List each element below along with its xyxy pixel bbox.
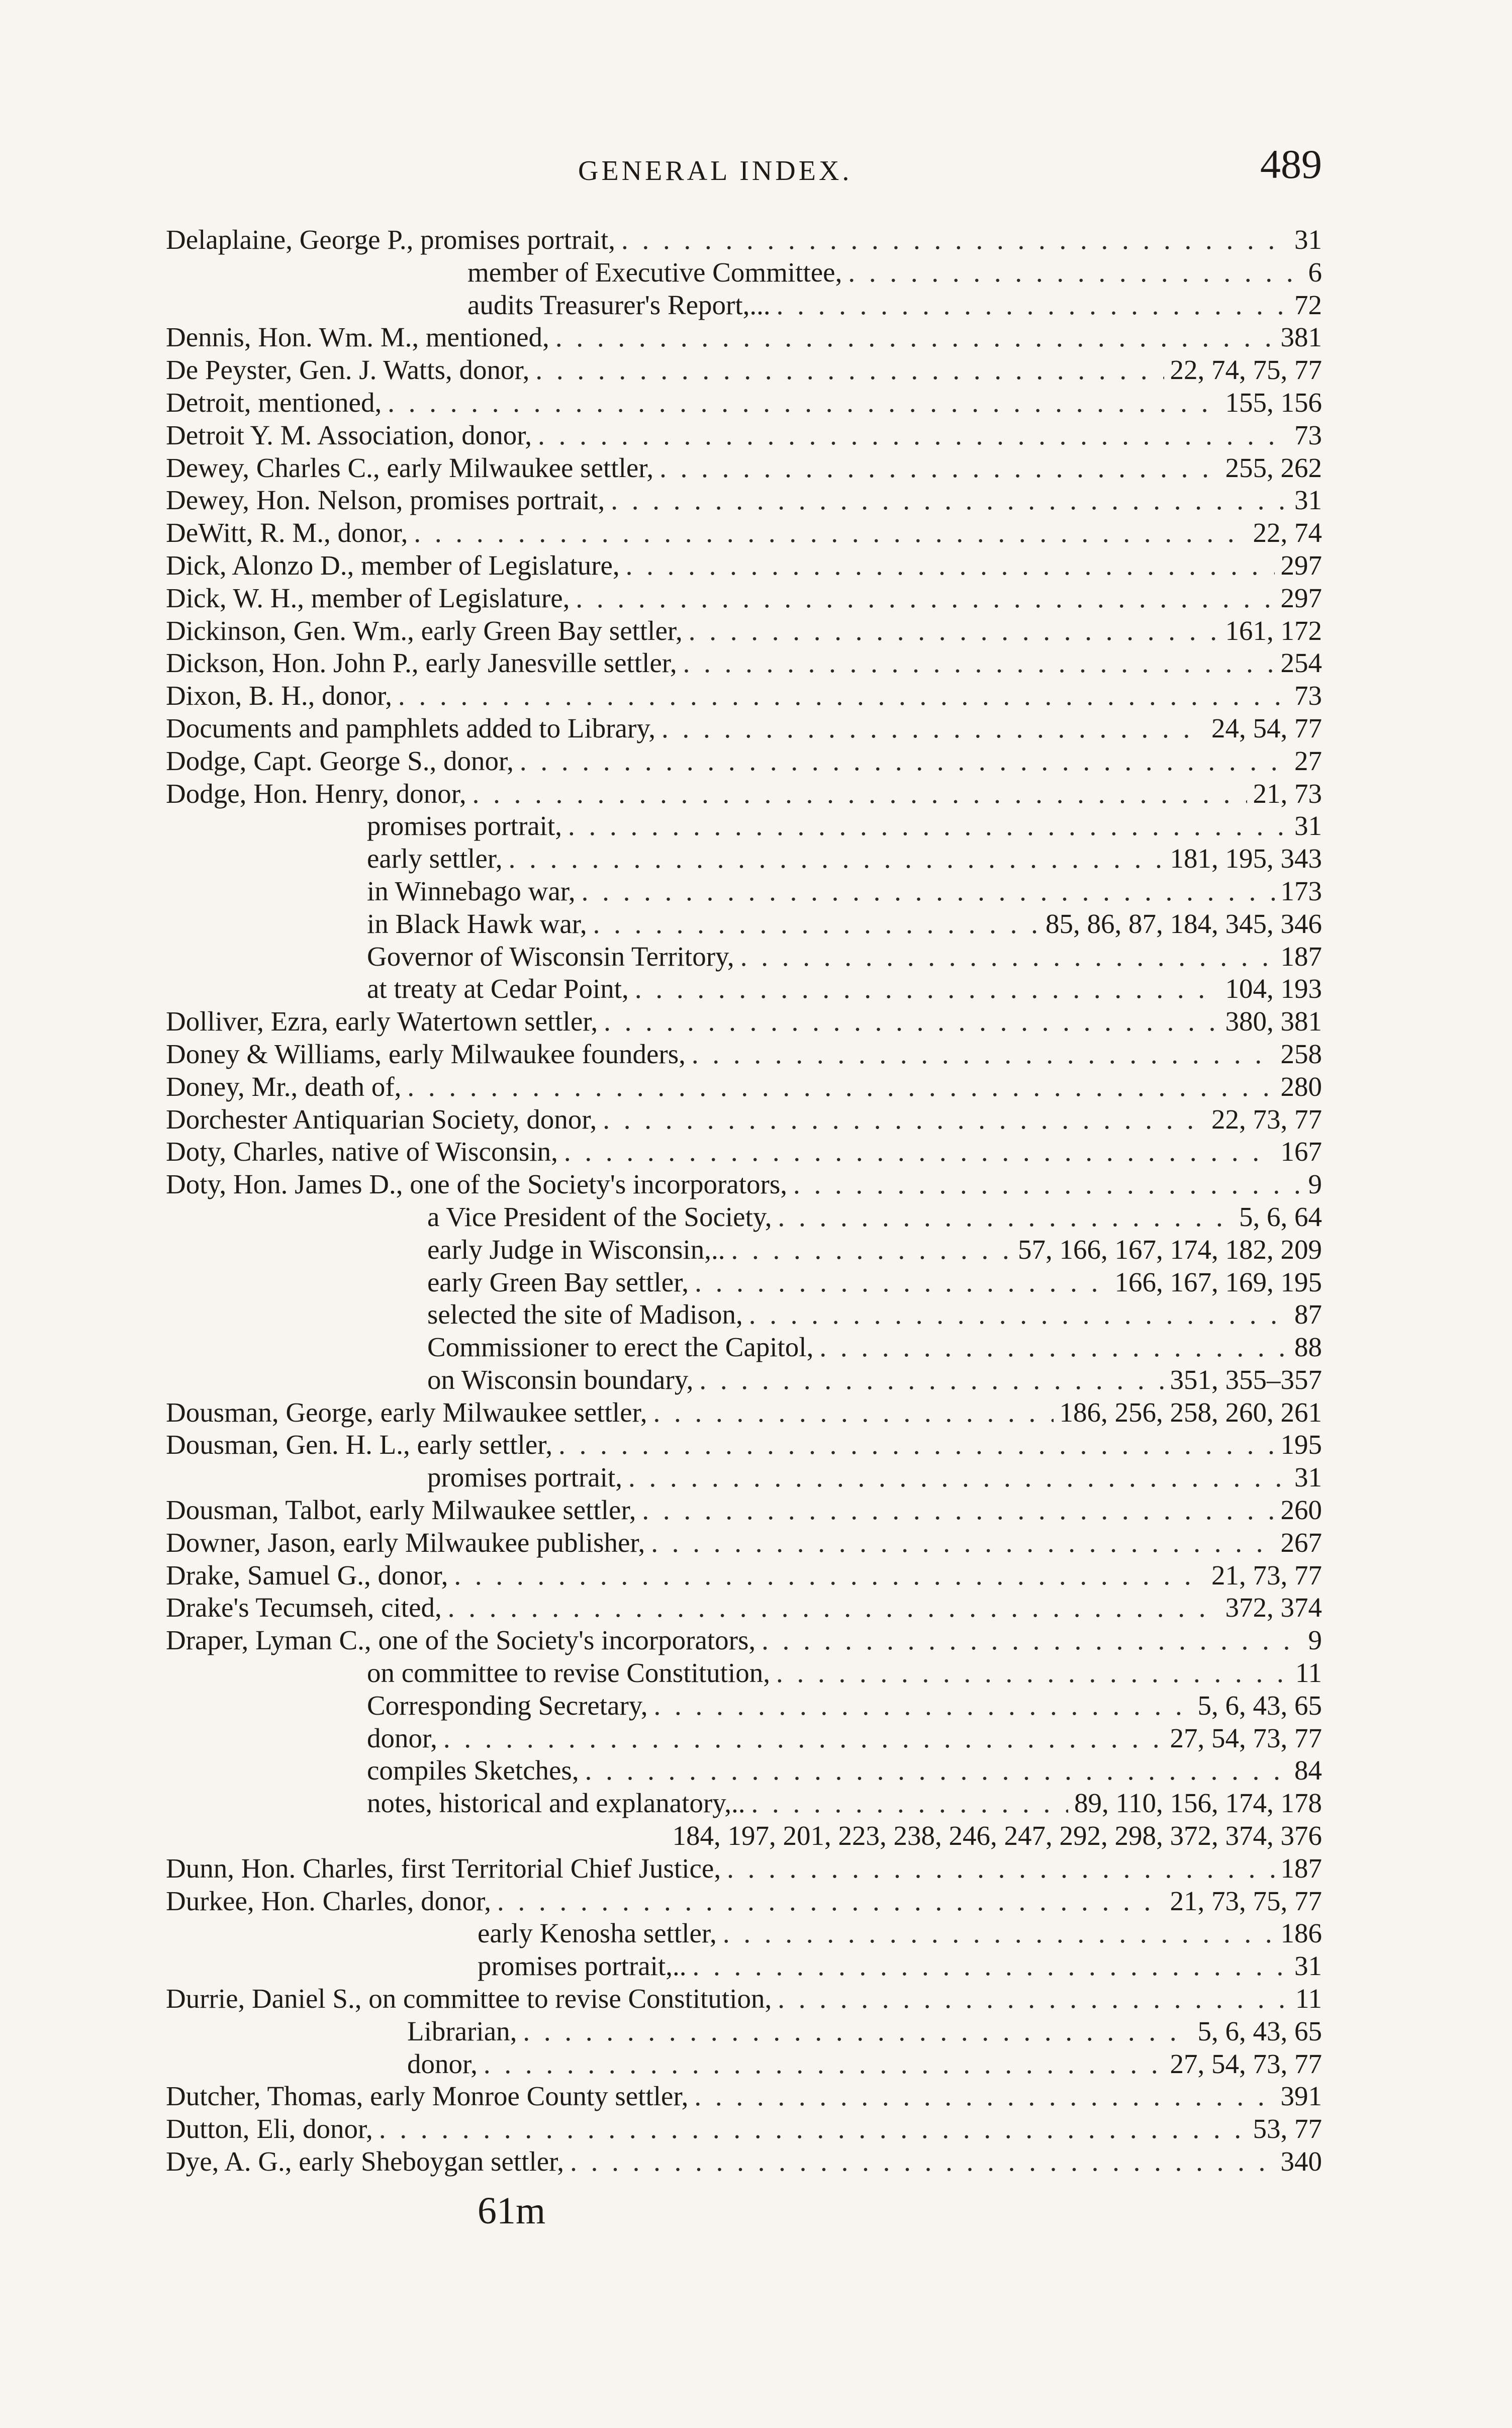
index-entry [166,289,1322,322]
index-entry [166,354,1322,387]
dot-leader [749,1298,1288,1331]
dot-leader [564,1136,1275,1168]
dot-leader [778,1983,1289,2015]
index-entry [166,908,1322,941]
index-entry [166,1429,1322,1461]
index-entry [166,1136,1322,1168]
entry-page-refs: 186, 256, 258, 260, 261 [1059,1396,1322,1428]
dot-leader [848,256,1302,289]
entry-page-refs: 87 [1294,1299,1322,1330]
entry-page-refs: 260 [1280,1495,1322,1526]
index-entry [166,1266,1322,1299]
entry-page-refs: 166, 167, 169, 195 [1114,1266,1322,1297]
entry-text: Dewey, Hon. Nelson, promises portrait, [166,485,605,516]
index-entry [166,1396,1322,1429]
index-entry [166,712,1322,745]
index-entry [166,2080,1322,2113]
entry-text: compiles Sketches, [367,1755,579,1786]
entry-page-refs: 258 [1280,1038,1322,1069]
entry-page-refs: 104, 193 [1225,973,1322,1004]
entry-page-refs: 72 [1294,289,1322,320]
index-entry [166,1917,1322,1950]
entry-text: at treaty at Cedar Point, [367,973,629,1004]
index-entry [166,2145,1322,2178]
entry-text: Drake's Tecumseh, cited, [166,1592,442,1623]
dot-leader [593,908,1040,941]
entry-page-refs: 88 [1294,1332,1322,1363]
index-entry [166,517,1322,549]
entry-page-refs: 297 [1280,582,1322,613]
index-list [166,224,1322,2178]
index-entry [166,1168,1322,1201]
entry-page-refs: 31 [1294,485,1322,516]
dot-leader [454,1559,1205,1592]
dot-leader [604,1005,1219,1038]
entry-page-refs: 186 [1280,1918,1322,1949]
dot-leader [751,1787,1068,1820]
dot-leader [642,1494,1274,1527]
dot-leader [407,1071,1274,1103]
entry-text: Librarian, [407,2015,517,2046]
dot-leader [662,712,1205,745]
entry-page-refs: 89, 110, 156, 174, 178 [1074,1788,1322,1819]
entry-text: early Kenosha settler, [478,1918,717,1949]
index-entry [166,1364,1322,1396]
entry-page-refs: 73 [1294,419,1322,450]
entry-page-refs: 181, 195, 343 [1170,843,1322,874]
index-entry [166,419,1322,452]
index-entry [166,1983,1322,2015]
running-title: GENERAL INDEX. [578,155,853,186]
entry-page-refs: 173 [1280,875,1322,906]
entry-page-refs: 53, 77 [1253,2113,1322,2144]
entry-page-refs: 391 [1280,2081,1322,2112]
entry-text: Corresponding Secretary, [367,1690,648,1721]
entry-text: notes, historical and explanatory,.. [367,1788,745,1819]
entry-page-refs: 11 [1295,1983,1322,2014]
entry-text: Dick, W. H., member of Legislature, [166,582,570,613]
dot-leader [654,1690,1192,1722]
dot-leader [819,1331,1288,1364]
index-entry [166,1071,1322,1103]
dot-leader [568,810,1288,843]
index-entry [166,973,1322,1005]
entry-text: Durrie, Daniel S., on committee to revise Constitution, [166,1983,772,2014]
index-entry [166,810,1322,843]
entry-text: Downer, Jason, early Milwaukee publisher, [166,1527,645,1558]
entry-text: Dennis, Hon. Wm. M., mentioned, [166,322,549,353]
dot-leader [379,2113,1247,2145]
dot-leader [570,2145,1274,2178]
dot-leader [659,452,1219,485]
entry-page-refs: 187 [1280,941,1322,972]
entry-text: Dousman, George, early Milwaukee settler, [166,1396,647,1428]
entry-text: promises portrait,.. [478,1950,687,1982]
signature-mark: 61m [478,2190,546,2232]
dot-leader [555,321,1275,354]
entry-page-refs: 21, 73, 75, 77 [1170,1885,1322,1916]
index-entry [166,843,1322,875]
entry-text: Dutcher, Thomas, early Monroe County settler, [166,2081,689,2112]
index-entry [166,2048,1322,2081]
index-entry [166,1527,1322,1559]
entry-page-refs: 24, 54, 77 [1211,712,1322,743]
entry-page-refs: 340 [1280,2146,1322,2177]
entry-page-refs: 297 [1280,549,1322,581]
entry-text: Dixon, B. H., donor, [166,680,393,711]
dot-leader [585,1754,1288,1787]
index-entry [166,387,1322,419]
dot-leader [762,1624,1302,1657]
entry-page-refs: 27, 54, 73, 77 [1170,2048,1322,2079]
index-entry [166,452,1322,485]
dot-leader [520,745,1288,778]
entry-text: Dickinson, Gen. Wm., early Green Bay settler, [166,615,683,646]
entry-text: Dolliver, Ezra, early Watertown settler, [166,1006,598,1037]
entry-text: Dunn, Hon. Charles, first Territorial Chief Justice, [166,1852,721,1884]
dot-leader [731,1234,1012,1266]
dot-leader [683,647,1275,680]
dot-leader [448,1592,1219,1624]
entry-text: Doney & Williams, early Milwaukee founders, [166,1038,686,1069]
entry-page-refs: 184, 197, 201, 223, 238, 246, 247, 292, 298, 372, 374, 376 [672,1820,1322,1851]
entry-page-refs: 280 [1280,1071,1322,1102]
entry-page-refs: 27 [1294,745,1322,776]
dot-leader [777,289,1288,322]
entry-text: on committee to revise Constitution, [367,1657,770,1689]
entry-page-refs: 187 [1280,1852,1322,1884]
entry-page-refs: 195 [1280,1429,1322,1460]
entry-page-refs: 155, 156 [1225,387,1322,418]
index-entry [166,1722,1322,1755]
entry-page-refs: 6 [1308,256,1322,288]
dot-leader [653,1396,1053,1429]
entry-page-refs: 372, 374 [1225,1592,1322,1623]
entry-page-refs: 57, 166, 167, 174, 182, 209 [1018,1234,1322,1265]
entry-page-refs: 22, 74 [1253,517,1322,548]
dot-leader [497,1885,1164,1918]
index-entry [166,1234,1322,1266]
entry-text: Detroit, mentioned, [166,387,382,418]
dot-leader [699,1364,1164,1396]
index-entry [166,1624,1322,1657]
dot-leader [472,778,1247,810]
dot-leader [776,1657,1289,1690]
dot-leader [414,517,1247,549]
dot-leader [727,1852,1274,1885]
dot-leader [793,1168,1302,1201]
entry-page-refs: 9 [1308,1169,1322,1200]
entry-text: Doney, Mr., death of, [166,1071,402,1102]
entry-page-refs: 21, 73, 77 [1211,1559,1322,1591]
dot-leader [484,2048,1164,2081]
entry-page-refs: 267 [1280,1527,1322,1558]
dot-leader [651,1527,1274,1559]
entry-page-refs: 380, 381 [1225,1006,1322,1037]
index-entry [166,1690,1322,1722]
index-entry [166,1950,1322,1983]
dot-leader [689,615,1219,647]
entry-text: in Black Hawk war, [367,908,587,939]
entry-text: Delaplaine, George P., promises portrait, [166,224,616,255]
entry-text: donor, [407,2048,478,2079]
dot-leader [626,549,1275,582]
entry-page-refs: 9 [1308,1625,1322,1656]
entry-text: Dick, Alonzo D., member of Legislature, [166,549,620,581]
entry-text: Dousman, Gen. H. L., early settler, [166,1429,553,1460]
index-entry [166,1754,1322,1787]
entry-text: promises portrait, [427,1462,622,1493]
index-entry [166,1331,1322,1364]
entry-page-refs: 31 [1294,224,1322,255]
dot-leader [388,387,1219,419]
entry-page-refs: 31 [1294,810,1322,842]
entry-page-refs: 5, 6, 43, 65 [1197,1690,1322,1721]
entry-text: member of Executive Committee, [467,256,842,288]
index-entry [166,1038,1322,1071]
entry-text: Doty, Charles, native of Wisconsin, [166,1136,558,1167]
entry-text: early Judge in Wisconsin,.. [427,1234,725,1265]
index-entry [166,745,1322,778]
index-entry [166,256,1322,289]
entry-page-refs: 5, 6, 64 [1239,1201,1322,1232]
entry-page-refs: 73 [1294,680,1322,711]
dot-leader [628,1461,1288,1494]
entry-page-refs: 85, 86, 87, 184, 345, 346 [1046,908,1322,939]
entry-text: Draper, Lyman C., one of the Society's incorporators, [166,1625,756,1656]
entry-text: donor, [367,1722,437,1753]
entry-page-refs: 11 [1295,1657,1322,1689]
entry-text: early Green Bay settler, [427,1266,689,1297]
index-entry [166,1298,1322,1331]
dot-leader [611,484,1288,517]
entry-page-refs: 381 [1280,322,1322,353]
entry-text: De Peyster, Gen. J. Watts, donor, [166,354,530,386]
dot-leader [535,354,1164,387]
index-entry [166,1820,1322,1852]
index-entry [166,1592,1322,1624]
dot-leader [740,941,1275,973]
entry-text: DeWitt, R. M., donor, [166,517,408,548]
entry-page-refs: 31 [1294,1950,1322,1982]
entry-text: Commissioner to erect the Capitol, [427,1332,814,1363]
dot-leader [582,875,1275,908]
index-entry [166,1885,1322,1918]
dot-leader [778,1201,1233,1234]
entry-page-refs: 5, 6, 43, 65 [1197,2015,1322,2046]
index-entry [166,2015,1322,2048]
entry-text: Dodge, Hon. Henry, donor, [166,778,466,809]
index-entry [166,1852,1322,1885]
entry-text: Dodge, Capt. George S., donor, [166,745,514,776]
entry-text: early settler, [367,843,503,874]
index-entry [166,1494,1322,1527]
dot-leader [695,1266,1108,1299]
entry-text: Dousman, Talbot, early Milwaukee settler, [166,1495,636,1526]
dot-leader [621,224,1288,256]
index-entry [166,1657,1322,1690]
entry-text: Documents and pamphlets added to Library, [166,712,655,743]
index-entry [166,549,1322,582]
dot-leader [603,1103,1205,1136]
dot-leader [723,1917,1275,1950]
dot-leader [398,680,1288,712]
entry-page-refs: 254 [1280,647,1322,679]
index-entry [166,484,1322,517]
entry-text: on Wisconsin boundary, [427,1364,694,1395]
index-entry [166,1103,1322,1136]
index-entry [166,615,1322,647]
entry-text: Durkee, Hon. Charles, donor, [166,1885,491,1916]
entry-text: Governor of Wisconsin Territory, [367,941,734,972]
entry-text: selected the site of Madison, [427,1299,743,1330]
dot-leader [523,2015,1191,2048]
index-entry [166,2113,1322,2145]
entry-text: audits Treasurer's Report,... [467,289,771,320]
index-entry [166,582,1322,615]
entry-page-refs: 21, 73 [1253,778,1322,809]
dot-leader [443,1722,1164,1755]
entry-text: Dutton, Eli, donor, [166,2113,373,2144]
entry-text: a Vice President of the Society, [427,1201,772,1232]
entry-page-refs: 161, 172 [1225,615,1322,646]
page-number: 489 [1260,141,1322,187]
dot-leader [576,582,1274,615]
index-entry [166,875,1322,908]
entry-text: Doty, Hon. James D., one of the Society's incorporators, [166,1169,787,1200]
entry-text: Drake, Samuel G., donor, [166,1559,448,1591]
dot-leader [509,843,1164,875]
index-entry [166,941,1322,973]
index-entry [166,1461,1322,1494]
entry-text: promises portrait, [367,810,562,842]
index-entry [166,321,1322,354]
index-entry [166,224,1322,256]
entry-text: Dorchester Antiquarian Society, donor, [166,1103,597,1135]
entry-page-refs: 22, 73, 77 [1211,1103,1322,1135]
entry-page-refs: 84 [1294,1755,1322,1786]
entry-page-refs: 167 [1280,1136,1322,1167]
entry-text: Detroit Y. M. Association, donor, [166,419,532,450]
dot-leader [538,419,1288,452]
entry-text: Dewey, Charles C., early Milwaukee settler, [166,452,654,483]
entry-page-refs: 31 [1294,1462,1322,1493]
entry-page-refs: 22, 74, 75, 77 [1170,354,1322,386]
entry-page-refs: 351, 355–357 [1170,1364,1322,1395]
entry-text: Dye, A. G., early Sheboygan settler, [166,2146,564,2177]
index-entry [166,1559,1322,1592]
entry-text: in Winnebago war, [367,875,576,906]
index-entry [166,778,1322,810]
entry-page-refs: 27, 54, 73, 77 [1170,1722,1322,1753]
dot-leader [692,1038,1275,1071]
index-entry [166,1201,1322,1234]
dot-leader [558,1429,1274,1461]
index-entry [166,647,1322,680]
entry-page-refs: 255, 262 [1225,452,1322,483]
index-entry [166,1787,1322,1820]
dot-leader [692,1950,1288,1983]
index-entry [166,680,1322,712]
index-entry [166,1005,1322,1038]
entry-text: Dickson, Hon. John P., early Janesville settler, [166,647,677,679]
running-head [166,141,1322,196]
dot-leader [694,2080,1274,2113]
dot-leader [635,973,1219,1005]
